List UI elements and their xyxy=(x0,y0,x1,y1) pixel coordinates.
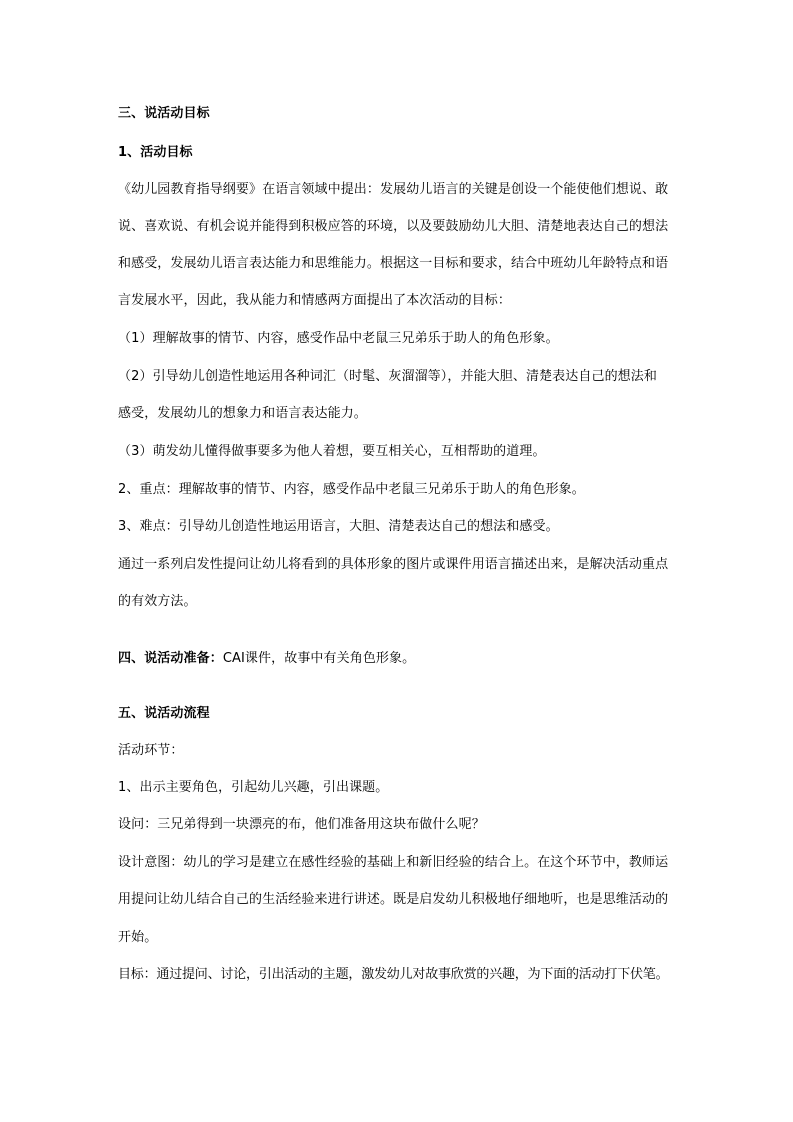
method-line: 的有效方法。 xyxy=(118,594,197,609)
goal-item-2-line: 感受，发展幼儿的想象力和语言表达能力。 xyxy=(118,406,367,421)
preparation-label: 四、说活动准备： xyxy=(118,651,223,666)
paragraph-line: 言发展水平，因此，我从能力和情感两方面提出了本次活动的目标： xyxy=(118,293,512,308)
design-intent-line: 开始。 xyxy=(118,930,158,945)
paragraph-line: 《幼儿园教育指导纲要》在语言领域中提出：发展幼儿语言的关键是创设一个能使他们想说、敢 xyxy=(118,182,669,197)
goal-item-3: （3）萌发幼儿懂得做事要多为他人着想，要互相关心，互相帮助的道理。 xyxy=(118,444,546,459)
objective-line: 目标：通过提问、讨论，引出活动的主题，激发幼儿对故事欣赏的兴趣，为下面的活动打下伏笔。 xyxy=(118,967,669,982)
question-line: 设问：三兄弟得到一块漂亮的布，他们准备用这块布做什么呢？ xyxy=(118,817,485,832)
section-heading-process: 五、说活动流程 xyxy=(118,706,210,721)
design-intent-line: 用提问让幼儿结合自己的生活经验来进行讲述。既是启发幼儿积极地仔细地听，也是思维活动的 xyxy=(118,892,669,907)
key-point: 2、重点：理解故事的情节、内容，感受作品中老鼠三兄弟乐于助人的角色形象。 xyxy=(118,482,585,497)
paragraph-line: 说、喜欢说、有机会说并能得到积极应答的环境，以及要鼓励幼儿大胆、清楚地表达自己的想法 xyxy=(118,219,669,234)
preparation-text: CAI课件，故事中有关角色形象。 xyxy=(222,651,416,666)
paragraph-line: 和感受，发展幼儿语言表达能力和思维能力。根据这一目标和要求，结合中班幼儿年龄特点和语 xyxy=(118,256,669,271)
section-heading-preparation xyxy=(118,649,678,669)
section-heading-goals: 三、说活动目标 xyxy=(118,106,210,121)
design-intent-line: 设计意图：幼儿的学习是建立在感性经验的基础上和新旧经验的结合上。在这个环节中，教师运 xyxy=(118,855,669,870)
difficulty: 3、难点：引导幼儿创造性地运用语言，大胆、清楚表达自己的想法和感受。 xyxy=(118,519,559,534)
method-line: 通过一系列启发性提问让幼儿将看到的具体形象的图片或课件用语言描述出来，是解决活动重点 xyxy=(118,557,669,572)
goal-item-1: （1）理解故事的情节、内容，感受作品中老鼠三兄弟乐于助人的角色形象。 xyxy=(118,331,559,346)
goal-item-2-line: （2）引导幼儿创造性地运用各种词汇（时髦、灰溜溜等），并能大胆、清楚表达自己的想法和 xyxy=(118,369,657,384)
activity-label: 活动环节： xyxy=(118,743,184,758)
subheading-activity-goals: 1、活动目标 xyxy=(118,145,193,160)
step-1: 1、出示主要角色，引起幼儿兴趣，引出课题。 xyxy=(118,780,389,795)
